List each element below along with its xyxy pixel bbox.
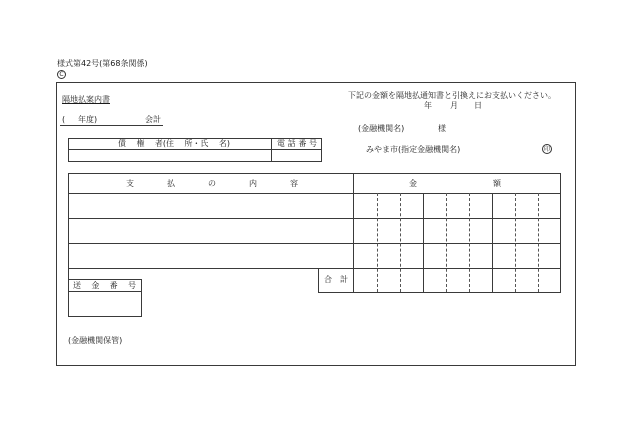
amount-header: 金 額	[409, 179, 501, 188]
phone-header: 電 話 番 号	[277, 139, 317, 148]
date-month: 月	[450, 101, 458, 110]
honorific-sama: 様	[438, 124, 446, 133]
seal-mark: 印	[543, 146, 550, 153]
date-year: 年	[424, 101, 432, 110]
content-header: 支 払 の 内 容	[126, 179, 298, 188]
row-line-4	[68, 268, 561, 269]
row-line-2	[68, 218, 561, 219]
city-bank-label: みやま市(指定金融機関名)	[366, 145, 461, 154]
payment-notice: 下記の金額を隔地払通知書と引換えにお支払いください。	[348, 91, 556, 100]
year-open-paren: (	[62, 115, 66, 124]
form-title: 隔地払案内書	[62, 95, 110, 104]
digit-col-6	[492, 193, 493, 292]
digit-col-5	[469, 193, 470, 292]
content-amount-divider	[353, 173, 354, 293]
date-day: 日	[474, 101, 482, 110]
digit-col-3	[423, 193, 424, 292]
form-id: 様式第42号(第68条関係)	[57, 59, 148, 68]
bank-name-label: (金融機関名)	[358, 124, 405, 133]
total-label-left	[318, 268, 319, 293]
footer-note: (金融機関保管)	[68, 336, 123, 345]
creditor-header-divider	[68, 149, 322, 150]
kaikei-label: 会計	[145, 115, 161, 124]
year-underline	[60, 125, 163, 126]
fiscal-year-label: 年度)	[78, 115, 98, 124]
creditor-phone-divider	[271, 138, 272, 162]
digit-col-2	[400, 193, 401, 292]
remit-header-divider	[68, 291, 142, 292]
digit-col-8	[538, 193, 539, 292]
row-line-1	[68, 193, 561, 194]
payment-table	[68, 173, 561, 293]
creditor-header: 債 権 者(住 所・氏 名)	[118, 139, 230, 148]
total-label: 合 計	[324, 275, 348, 284]
corner-mark: C	[57, 70, 66, 79]
row-line-3	[68, 243, 561, 244]
digit-col-1	[377, 193, 378, 292]
digit-col-4	[446, 193, 447, 292]
digit-col-7	[515, 193, 516, 292]
remit-header: 送 金 番 号	[73, 281, 136, 290]
total-bottom-line	[318, 292, 561, 293]
